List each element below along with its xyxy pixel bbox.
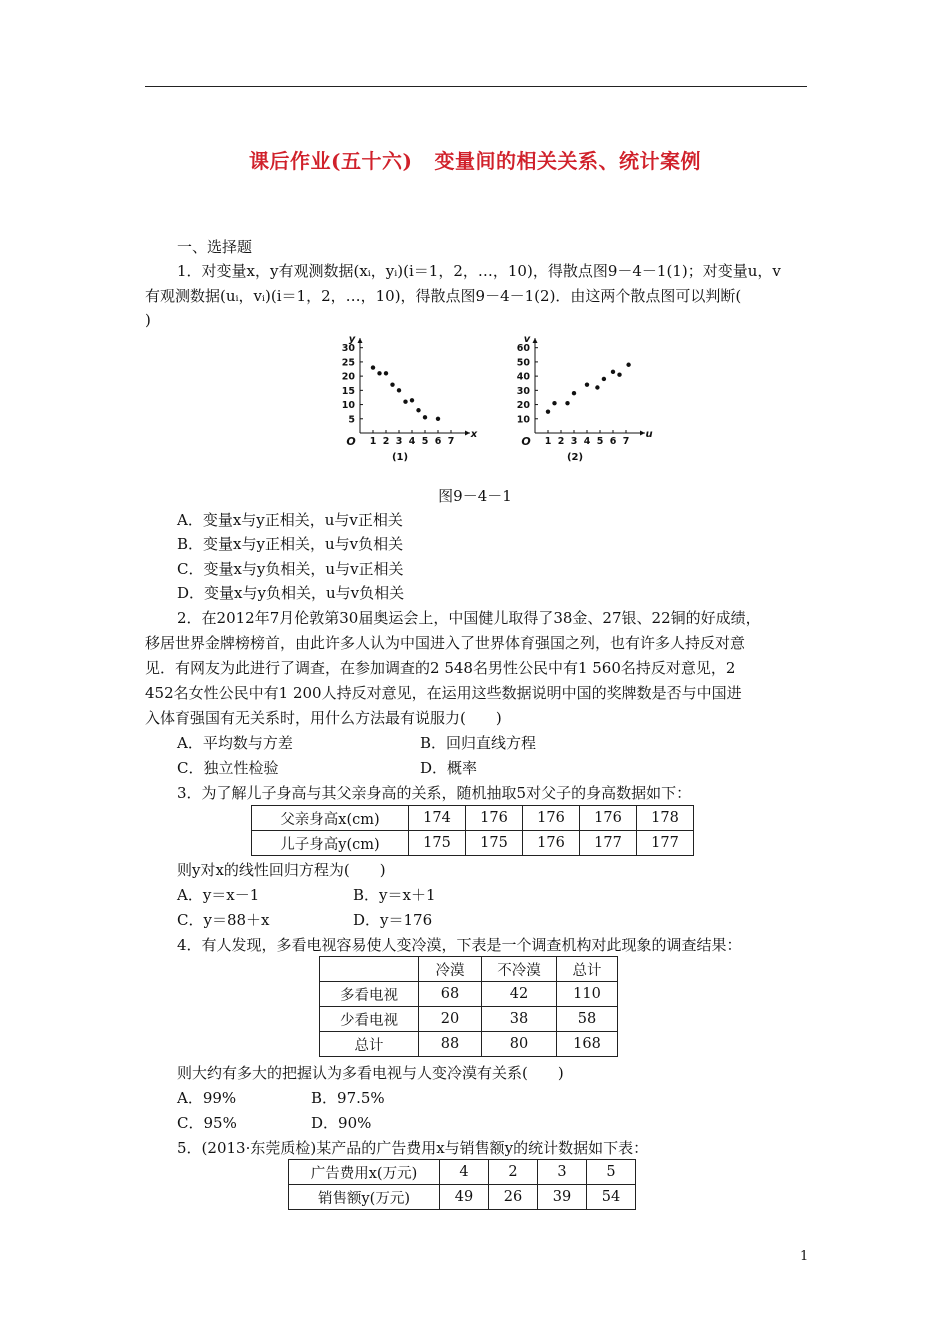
y-tick-label: 10 <box>341 400 355 412</box>
scatter-point <box>552 401 556 405</box>
chart-subtitle: (1) <box>391 452 409 463</box>
x-tick-label: 5 <box>421 436 429 447</box>
table-cell: 4 <box>440 1160 489 1185</box>
q2-line1: 2．在2012年7月伦敦第30届奥运会上，中国健儿取得了38金、27银、22铜的好成绩， <box>177 609 761 627</box>
header-rule <box>145 86 807 87</box>
table-cell: 38 <box>482 1007 557 1032</box>
table-row <box>320 982 618 1007</box>
scatter-point <box>617 373 621 377</box>
table-cell: 177 <box>580 831 637 856</box>
table-cell: 总计 <box>557 957 618 982</box>
scatter-point <box>371 365 375 369</box>
y-tick-label: 60 <box>516 343 530 355</box>
q1-option-a: A．变量x与y正相关，u与v正相关 <box>177 511 403 529</box>
table-cell: 父亲身高x(cm) <box>252 806 409 831</box>
q4-option-c: C．95% <box>177 1114 237 1132</box>
q2-option-d: D．概率 <box>420 759 478 777</box>
scatter-point <box>416 408 420 412</box>
table-cell: 冷漠 <box>419 957 482 982</box>
table-cell: 174 <box>409 806 466 831</box>
page-number: 1 <box>800 1249 809 1264</box>
table-row <box>320 1007 618 1032</box>
q2-option-b: B．回归直线方程 <box>420 734 537 752</box>
table-cell: 176 <box>466 806 523 831</box>
table-cell: 2 <box>489 1160 538 1185</box>
page-title <box>0 145 950 174</box>
scatter-point <box>626 363 630 367</box>
table-row <box>289 1160 636 1185</box>
table-cell: 儿子身高y(cm) <box>252 831 409 856</box>
x-tick-label: 7 <box>622 436 630 447</box>
scatter-point <box>595 385 599 389</box>
y-tick-label: 10 <box>516 414 530 426</box>
table-cell: 26 <box>489 1185 538 1210</box>
table-cell: 49 <box>440 1185 489 1210</box>
table-cell: 42 <box>482 982 557 1007</box>
table-cell: 175 <box>409 831 466 856</box>
title-part-b: 变量间的相关关系、统计案例 <box>434 149 701 173</box>
scatter-point <box>410 398 414 402</box>
table-cell: 5 <box>587 1160 636 1185</box>
table-row <box>252 806 694 831</box>
q4-after: 则大约有多大的把握认为多看电视与人变冷漠有关系( ) <box>177 1064 564 1082</box>
table-row <box>320 957 618 982</box>
figure-caption: 图9－4－1 <box>438 487 512 505</box>
q2-line3: 见．有网友为此进行了调查，在参加调查的2 548名男性公民中有1 560名持反对意见，2 <box>145 659 736 677</box>
x-axis-arrow <box>465 431 470 436</box>
q3-line1: 3．为了解儿子身高与其父亲身高的关系，随机抽取5对父子的身高数据如下： <box>177 784 692 802</box>
y-axis-arrow <box>533 338 538 343</box>
q2-line5: 入体育强国有无关系时，用什么方法最有说服力( ) <box>145 709 502 727</box>
table-cell: 20 <box>419 1007 482 1032</box>
y-tick-label: 5 <box>348 414 355 426</box>
table-cell: 广告费用x(万元) <box>289 1160 440 1185</box>
x-tick-label: 4 <box>583 436 591 447</box>
y-axis-label: y <box>348 334 356 345</box>
scatter-chart-2 <box>505 330 655 465</box>
y-tick-label: 40 <box>516 371 530 383</box>
x-tick-label: 5 <box>596 436 604 447</box>
table-cell: 3 <box>538 1160 587 1185</box>
x-tick-label: 4 <box>408 436 416 447</box>
scatter-point <box>611 370 615 374</box>
scatter-point <box>397 388 401 392</box>
x-tick-label: 3 <box>570 436 578 447</box>
x-axis-label: x <box>470 429 478 440</box>
scatter-point <box>436 417 440 421</box>
scatter-point <box>384 371 388 375</box>
x-tick-label: 3 <box>395 436 403 447</box>
q1-line3: ) <box>145 311 151 329</box>
table-cell: 178 <box>637 806 694 831</box>
x-tick-label: 1 <box>369 436 377 447</box>
origin-label: O <box>521 435 531 448</box>
x-tick-label: 2 <box>382 436 390 447</box>
q4-table <box>319 956 618 1057</box>
y-tick-label: 50 <box>516 357 530 369</box>
q2-line2: 移居世界金牌榜榜首，由此许多人认为中国进入了世界体育强国之列，也有许多人持反对意 <box>145 634 746 652</box>
table-cell: 不冷漠 <box>482 957 557 982</box>
table-cell: 少看电视 <box>320 1007 419 1032</box>
scatter-point <box>565 401 569 405</box>
q4-option-d: D．90% <box>311 1114 372 1132</box>
x-axis-label: u <box>645 429 653 440</box>
table-cell: 多看电视 <box>320 982 419 1007</box>
table-cell: 总计 <box>320 1032 419 1057</box>
q1-option-d: D．变量x与y负相关，u与v负相关 <box>177 584 405 602</box>
table-cell: 80 <box>482 1032 557 1057</box>
table-row <box>289 1185 636 1210</box>
chart-subtitle: (2) <box>566 452 584 463</box>
table-cell: 176 <box>580 806 637 831</box>
table-cell: 销售额y(万元) <box>289 1185 440 1210</box>
scatter-point <box>585 382 589 386</box>
table-cell: 54 <box>587 1185 636 1210</box>
x-tick-label: 1 <box>544 436 552 447</box>
scatter-point <box>390 382 394 386</box>
table-cell: 176 <box>523 806 580 831</box>
scatter-point <box>602 377 606 381</box>
scatter-point <box>546 409 550 413</box>
y-axis-label: v <box>523 334 531 345</box>
table-cell: 168 <box>557 1032 618 1057</box>
x-tick-label: 7 <box>447 436 455 447</box>
q3-option-a: A．y＝x－1 <box>177 886 260 904</box>
q4-option-a: A．99% <box>177 1089 237 1107</box>
table-cell: 110 <box>557 982 618 1007</box>
y-tick-label: 20 <box>341 371 355 383</box>
table-row <box>320 1032 618 1057</box>
scatter-point <box>377 371 381 375</box>
table-cell <box>320 957 419 982</box>
y-axis-arrow <box>358 338 363 343</box>
q4-line1: 4．有人发现，多看电视容易使人变冷漠，下表是一个调查机构对此现象的调查结果： <box>177 936 742 954</box>
y-tick-label: 30 <box>341 343 355 355</box>
x-tick-label: 2 <box>557 436 565 447</box>
q3-option-b: B．y＝x＋1 <box>353 886 436 904</box>
y-tick-label: 15 <box>341 385 355 397</box>
scatter-chart-1 <box>330 330 480 465</box>
title-part-a: 课后作业(五十六) <box>249 149 413 173</box>
x-axis-arrow <box>640 431 645 436</box>
table-row <box>252 831 694 856</box>
q4-option-b: B．97.5% <box>311 1089 385 1107</box>
table-cell: 176 <box>523 831 580 856</box>
y-tick-label: 30 <box>516 385 530 397</box>
y-tick-label: 20 <box>516 400 530 412</box>
q2-line4: 452名女性公民中有1 200人持反对意见，在运用这些数据说明中国的奖牌数是否与中国进 <box>145 684 742 702</box>
q3-after: 则y对x的线性回归方程为( ) <box>177 861 386 879</box>
q3-option-d: D．y＝176 <box>353 911 433 929</box>
q3-table <box>251 805 694 856</box>
table-cell: 58 <box>557 1007 618 1032</box>
scatter-point <box>403 400 407 404</box>
section-heading: 一、选择题 <box>177 238 253 256</box>
q2-option-c: C．独立性检验 <box>177 759 279 777</box>
scatter-point <box>423 415 427 419</box>
table-cell: 177 <box>637 831 694 856</box>
origin-label: O <box>346 435 356 448</box>
q1-option-b: B．变量x与y正相关，u与v负相关 <box>177 535 404 553</box>
y-tick-label: 25 <box>341 357 355 369</box>
q1-line2: 有观测数据(uᵢ，vᵢ)(i＝1，2，…，10)，得散点图9－4－1(2)．由这两个散点图可以判断( <box>145 287 742 305</box>
table-cell: 39 <box>538 1185 587 1210</box>
q5-table <box>288 1159 636 1210</box>
q2-option-a: A．平均数与方差 <box>177 734 293 752</box>
q1-line1: 1．对变量x，y有观测数据(xᵢ，yᵢ)(i＝1，2，…，10)，得散点图9－4－1(1)；对变量u，v <box>177 262 781 280</box>
table-cell: 175 <box>466 831 523 856</box>
x-tick-label: 6 <box>434 436 442 447</box>
scatter-point <box>572 391 576 395</box>
table-cell: 68 <box>419 982 482 1007</box>
q1-option-c: C．变量x与y负相关，u与v正相关 <box>177 560 404 578</box>
q5-line1: 5．(2013·东莞质检)某产品的广告费用x与销售额y的统计数据如下表： <box>177 1139 649 1157</box>
x-tick-label: 6 <box>609 436 617 447</box>
table-cell: 88 <box>419 1032 482 1057</box>
q3-option-c: C．y＝88＋x <box>177 911 270 929</box>
